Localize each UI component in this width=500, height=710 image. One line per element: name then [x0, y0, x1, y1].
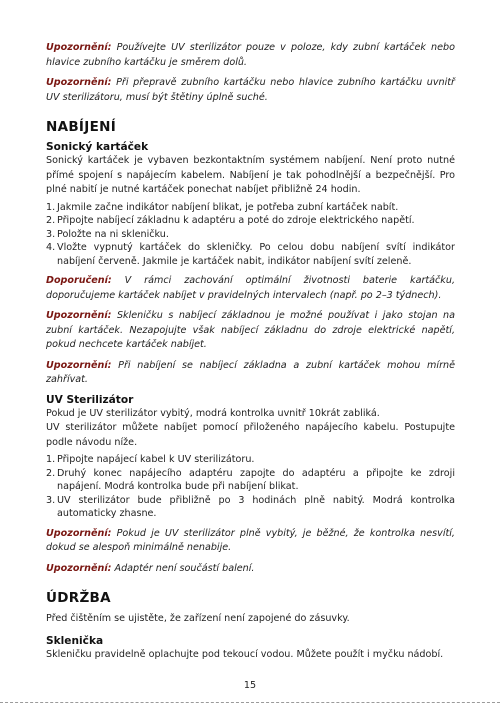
note-label: Upozornění: — [46, 310, 112, 321]
maintenance-paragraph: Před čištěním se ujistěte, že zařízení není zapojené do zásuvky. — [46, 613, 350, 624]
note-label: Upozornění: — [46, 359, 112, 371]
note-label: Doporučení: — [46, 275, 112, 286]
note-text: V rámci zachování optimální životnosti baterie kartáčku, doporučujeme kartáček nabíjet v pravidelných intervalech (např. po 2–3 týdnech). — [46, 275, 455, 301]
spacer — [46, 627, 455, 633]
note-text: Adaptér není součástí balení. — [111, 562, 255, 574]
list-number: 1. — [46, 454, 56, 465]
list-text: Jakmile začne indikátor nabíjení blikat, je potřeba zubní kartáček nabít. — [57, 201, 399, 213]
subheading-sonic-brush: Sonický kartáček — [46, 141, 149, 153]
list-text: Připojte napájecí kabel k UV sterilizátoru. — [57, 454, 255, 465]
uv-paragraph-charging: UV sterilizátor můžete nabíjet pomocí přiloženého napájecího kabelu. Postupujte podle návodu níže. — [46, 422, 455, 448]
list-number: 2. — [46, 215, 56, 226]
section-heading-charging: NABÍJENÍ — [46, 119, 117, 135]
list-text: UV sterilizátor bude přibližně po 3 hodinách plně nabitý. Modrá kontrolka automaticky zhasne. — [57, 494, 455, 519]
note-label: Upozornění: — [46, 562, 112, 574]
list-item — [46, 228, 455, 242]
note-uv-indicator — [46, 527, 455, 556]
note-uv-position — [46, 41, 455, 70]
note-text: Skleničku s nabíjecí základnou je možné používat i jako stojan na zubní kartáček. Nezapojujte však nabíjecí základnu do zdroje elektrické napětí, pokud nechcete kartáček nabíjet. — [46, 310, 455, 350]
subheading-uv-sterilizer: UV Sterilizátor — [46, 393, 134, 406]
list-text: Druhý konec napájecího adaptéru zapojte do adaptéru a připojte ke zdroji napájení. Modrá kontrolka bude při nabíjení blikat. — [57, 467, 455, 492]
note-label: Upozornění: — [46, 527, 112, 539]
note-label: Upozornění: — [46, 77, 112, 88]
note-recommendation — [46, 274, 455, 303]
manual-page — [46, 41, 455, 662]
section-heading-maintenance: ÚDRŽBA — [46, 590, 111, 606]
list-item — [46, 201, 455, 215]
list-number: 1. — [46, 201, 56, 213]
note-label: Upozornění: — [46, 42, 112, 53]
sonic-charging-steps — [46, 201, 455, 269]
list-number: 3. — [46, 228, 56, 240]
uv-paragraph-battery: Pokud je UV sterilizátor vybitý, modrá kontrolka uvnitř 10krát zabliká. — [46, 407, 380, 419]
uv-charging-steps — [46, 453, 455, 521]
note-uv-transport — [46, 76, 455, 105]
note-text: Při nabíjení se nabíjecí základna a zubní kartáček mohou mírně zahřívat. — [46, 359, 455, 385]
glass-paragraph: Skleničku pravidelně oplachujte pod tekoucí vodou. Můžete použít i myčku nádobí. — [46, 648, 444, 660]
list-number: 3. — [46, 494, 56, 506]
subheading-glass: Sklenička — [46, 634, 104, 647]
note-stand — [46, 309, 455, 353]
list-item — [46, 453, 455, 467]
footer-dashed-rule — [0, 702, 500, 704]
note-heating — [46, 359, 455, 388]
list-text: Připojte nabíjecí základnu k adaptéru a poté do zdroje elektrického napětí. — [57, 215, 415, 226]
note-text: Používejte UV sterilizátor pouze v poloze, kdy zubní kartáček nebo hlavice zubního kartáčku je směrem dolů. — [46, 42, 455, 68]
note-adapter — [46, 562, 455, 577]
list-number: 4. — [46, 242, 56, 253]
list-item — [46, 214, 455, 228]
sonic-charging-paragraph: Sonický kartáček je vybaven bezkontaktním systémem nabíjení. Není proto nutné přímé spojení s napájecím kabelem. Nabíjení je tak pohodlnější a bezpečnější. Pro plné nabití je nutné kartáček ponechat nabíjet přibližně 24 hodin. — [46, 155, 455, 195]
list-text: Vložte vypnutý kartáček do skleničky. Po celou dobu nabíjení svítí indikátor nabíjení červeně. Jakmile je kartáček nabit, indikátor nabíjení svítí zeleně. — [57, 242, 455, 267]
page-number: 15 — [243, 680, 257, 691]
list-item — [46, 241, 455, 268]
list-number: 2. — [46, 467, 56, 479]
list-item — [46, 467, 455, 494]
note-text: Pokud je UV sterilizátor plně vybitý, je běžné, že kontrolka nesvítí, dokud se alespoň minimálně nenabije. — [46, 527, 455, 553]
list-item — [46, 494, 455, 521]
list-text: Položte na ni skleničku. — [57, 228, 169, 240]
note-text: Při přepravě zubního kartáčku nebo hlavice zubního kartáčku uvnitř UV sterilizátoru, musí být štětiny úplně suché. — [46, 77, 455, 103]
